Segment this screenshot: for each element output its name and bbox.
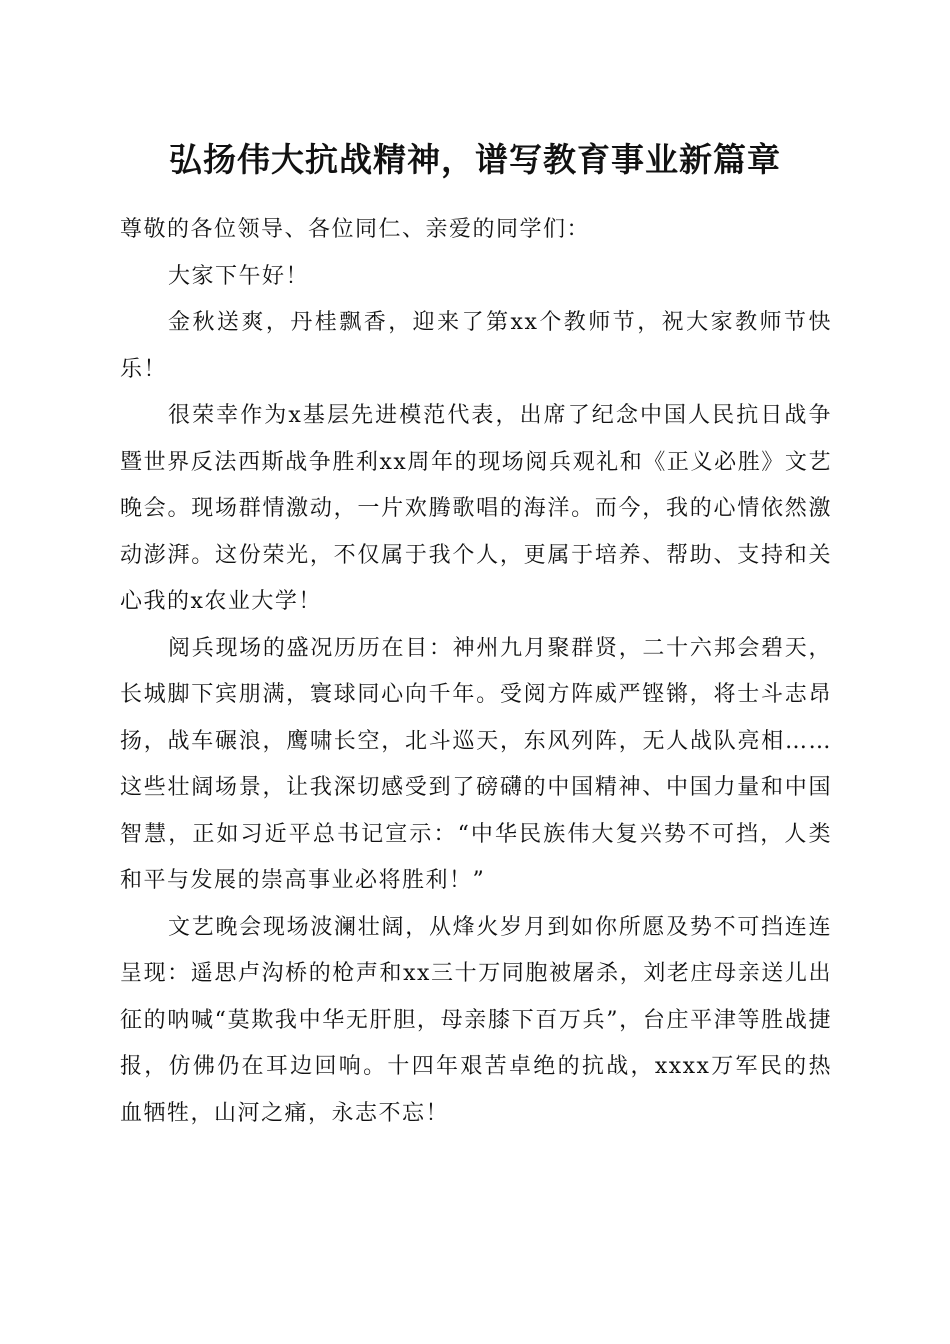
document-title: 弘扬伟大抗战精神，谱写教育事业新篇章 <box>169 140 781 179</box>
paragraph: 文艺晚会现场波澜壮阔，从烽火岁月到如你所愿及势不可挡连连呈现：遥思卢沟桥的枪声和xx三十万同胞被屠杀，刘老庄母亲送儿出征的呐喊“莫欺我中华无肝胆，母亲膝下百万兵”，台庄平津等胜战捷报，仿佛仍在耳边回响。十四年艰苦卓绝的抗战，xxxx万军民的热血牺牲，山河之痛，永志不忘！ <box>120 914 832 1126</box>
paragraph: 金秋送爽，丹桂飘香，迎来了第xx个教师节，祝大家教师节快乐！ <box>120 310 832 382</box>
document-body <box>120 207 832 1137</box>
paragraph: 很荣幸作为x基层先进模范代表，出席了纪念中国人民抗日战争暨世界反法西斯战争胜利xx周年的现场阅兵观礼和《正义必胜》文艺晚会。现场群情激动，一片欢腾歌唱的海洋。而今，我的心情依然激动澎湃。这份荣光，不仅属于我个人，更属于培养、帮助、支持和关心我的x农业大学！ <box>120 403 832 614</box>
paragraph: 阅兵现场的盛况历历在目：神州九月聚群贤，二十六邦会碧天，长城脚下宾朋满，寰球同心向千年。受阅方阵威严铿锵，将士斗志昂扬，战车碾浪，鹰啸长空，北斗巡天，东风列阵，无人战队亮相……这些壮阔场景，让我深切感受到了磅礴的中国精神、中国力量和中国智慧，正如习近平总书记宣示：“中华民族伟大复兴势不可挡，人类和平与发展的崇高事业必将胜利！” <box>120 635 832 893</box>
salutation: 尊敬的各位领导、各位同仁、亲爱的同学们： <box>120 217 591 242</box>
greeting: 大家下午好！ <box>168 263 310 289</box>
